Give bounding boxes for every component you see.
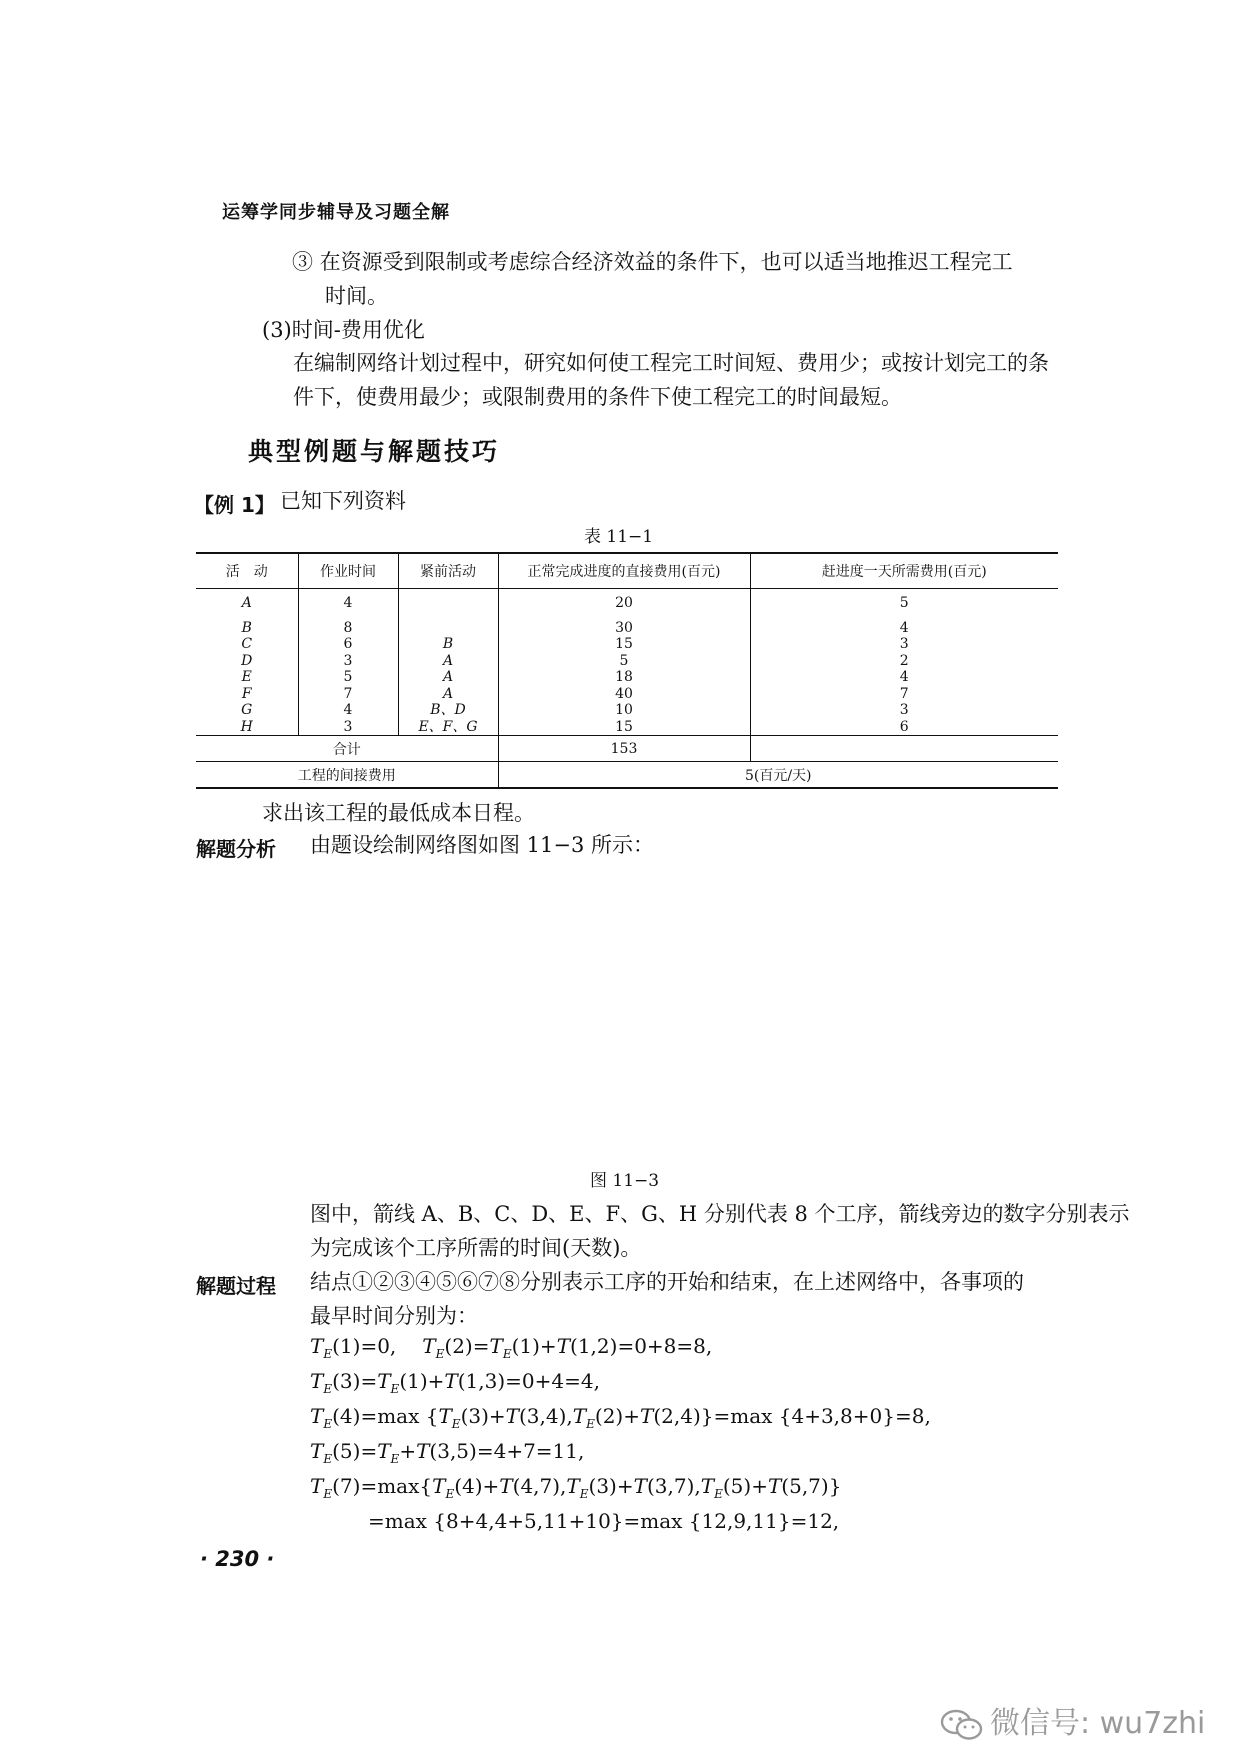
total-label: 合计 [196,736,498,762]
cell-prev: E、F、G [398,719,498,736]
indirect-cost-row [196,762,1058,789]
item3-line2: 时间。 [325,284,388,308]
item3-line1: ③ 在资源受到限制或考虑综合经济效益的条件下，也可以适当地推迟工程完工 [292,250,1013,274]
header-predecessor: 紧前活动 [398,553,498,589]
cell-time: 6 [298,636,398,653]
section-heading: 典型例题与解题技巧 [248,437,501,466]
cell-rush: 7 [750,686,1058,703]
cell-activity: A [241,595,252,612]
cell-direct: 18 [498,669,750,686]
cell-direct: 40 [498,686,750,703]
running-header: 运筹学同步辅导及习题全解 [222,202,450,223]
cell-activity: C [241,636,253,653]
table-row [196,636,1058,653]
total-empty [750,736,1058,762]
cell-activity: F [241,685,252,702]
analysis-text: 由题设绘制网络图如图 11−3 所示： [310,833,655,857]
cell-direct: 20 [498,589,750,612]
total-value: 153 [498,736,750,762]
cell-time: 4 [298,589,398,612]
cell-time: 5 [298,669,398,686]
formula-te3: $T_E(3)=T_E(1)+T(1,3)=0+4=4$, [310,1369,600,1396]
cell-direct: 5 [498,653,750,670]
cell-activity: G [241,702,253,719]
table-row [196,686,1058,703]
cell-prev: A [398,669,498,686]
cell-prev: A [398,653,498,670]
table-row [196,702,1058,719]
analysis-label: 解题分析 [196,837,276,861]
process-line1: 结点①②③④⑤⑥⑦⑧分别表示工序的开始和结束，在上述网络中，各事项的 [310,1270,1024,1294]
subsection-title: (3)时间-费用优化 [262,318,425,342]
indirect-label: 工程的间接费用 [196,762,498,789]
cell-time: 3 [298,719,398,736]
watermark-text: 微信号: wu7zhi [990,1706,1206,1741]
cell-time: 3 [298,653,398,670]
header-activity: 活 动 [196,553,298,589]
cell-rush: 3 [750,636,1058,653]
process-label: 解题过程 [196,1274,276,1298]
cell-direct: 10 [498,702,750,719]
table-row [196,669,1058,686]
cell-time: 8 [298,612,398,637]
formula-te4: $T_E(4)=\max$ $\{T_E(3)+T(3,4),T_E(2)+T(2,4)\}=\max$ {4+3,8+0}=8, [310,1404,931,1431]
sub3-line1: 在编制网络计划过程中，研究如何使工程完工时间短、费用少；或按计划完工的条 [293,351,1049,375]
cell-rush: 6 [750,719,1058,736]
cell-prev: B、D [398,702,498,719]
cell-rush: 2 [750,653,1058,670]
formula-te1-te2: $T_E(1)=0$, $T_E(2)=T_E(1)+T(1,2)=0+8=8$, [310,1334,713,1361]
formula-te7-result: =max {8+4,4+5,11+10}=max {12,9,11}=12, [368,1509,840,1533]
cell-rush: 4 [750,669,1058,686]
table-row [196,589,1058,612]
figure-caption: 图 11−3 [590,1171,660,1191]
cell-prev [398,589,498,612]
analysis-after2: 为完成该个工序所需的时间(天数)。 [310,1236,642,1260]
cell-activity: E [241,669,252,686]
header-direct-cost: 正常完成进度的直接费用(百元) [498,553,750,589]
cell-prev: B [398,636,498,653]
cell-activity: H [240,718,253,735]
table-header-row [196,553,1058,589]
table-row [196,653,1058,670]
question: 求出该工程的最低成本日程。 [262,801,535,825]
cell-direct: 15 [498,719,750,736]
cell-rush: 4 [750,612,1058,637]
cell-time: 4 [298,702,398,719]
cell-time: 7 [298,686,398,703]
cell-prev [398,612,498,637]
cell-rush: 3 [750,702,1058,719]
table-caption: 表 11−1 [584,527,654,547]
table-row [196,719,1058,736]
cost-table [196,552,1058,789]
analysis-after1: 图中，箭线 A、B、C、D、E、F、G、H 分别代表 8 个工序，箭线旁边的数字分别表示 [310,1202,1130,1226]
formula-te5: $T_E(5)=T_E+T(3,5)=4+7=11$, [310,1439,585,1466]
table-row [196,612,1058,637]
indirect-value: 5(百元/天) [498,762,1058,789]
cell-rush: 5 [750,589,1058,612]
wechat-icon [940,1708,984,1742]
formula-te7: $T_E(7)=\max\{T_E(4)+T(4,7),T_E(3)+T(3,7),T_E(5)+T(5,7)\}$ [310,1474,842,1501]
example-label: 【例 1】 [194,493,275,517]
header-rush-cost: 赶进度一天所需费用(百元) [750,553,1058,589]
cell-prev: A [398,686,498,703]
total-row [196,736,1058,762]
cell-direct: 15 [498,636,750,653]
header-duration: 作业时间 [298,553,398,589]
cell-activity: D [241,652,253,669]
sub3-line2: 件下，使费用最少；或限制费用的条件下使工程完工的时间最短。 [293,385,902,409]
example-text: 已知下列资料 [280,489,406,513]
watermark [940,1698,1205,1742]
page-number: · 230 · [200,1547,275,1571]
cell-direct: 30 [498,612,750,637]
process-line2: 最早时间分别为： [310,1304,478,1328]
cell-activity: B [241,619,252,636]
